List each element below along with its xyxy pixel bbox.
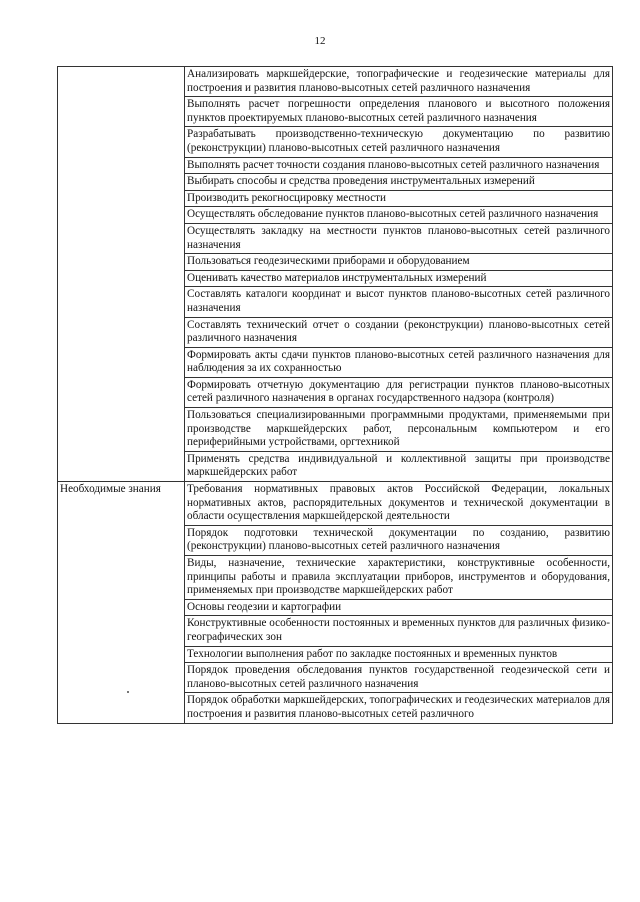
table-row xyxy=(58,67,613,97)
requirement-text: Формировать акты сдачи пунктов планово-высотных сетей различного назначения для наблюдения за их сохранностью xyxy=(185,347,613,377)
table-row xyxy=(58,157,613,174)
table-row xyxy=(58,223,613,253)
section-label-cell xyxy=(58,556,185,600)
table-body xyxy=(58,67,613,724)
section-label-cell xyxy=(58,599,185,616)
requirement-text: Формировать отчетную документацию для регистрации пунктов планово-высотных сетей различного назначения в органах государственного надзора (контроля) xyxy=(185,377,613,407)
section-label-cell: Необходимые знания xyxy=(58,482,185,526)
table-row xyxy=(58,207,613,224)
table-row xyxy=(58,190,613,207)
section-label-cell xyxy=(58,174,185,191)
requirement-text: Составлять технический отчет о создании (реконструкции) планово-высотных сетей различного назначения xyxy=(185,317,613,347)
requirement-text: Пользоваться геодезическими приборами и оборудованием xyxy=(185,254,613,271)
table-row xyxy=(58,287,613,317)
requirement-text: Технологии выполнения работ по закладке постоянных и временных пунктов xyxy=(185,646,613,663)
requirement-text: Конструктивные особенности постоянных и временных пунктов для различных физико-географических зон xyxy=(185,616,613,646)
section-label-cell xyxy=(58,377,185,407)
requirement-text: Составлять каталоги координат и высот пунктов планово-высотных сетей различного назначения xyxy=(185,287,613,317)
section-label-cell xyxy=(58,525,185,555)
requirement-text: Порядок проведения обследования пунктов государственной геодезической сети и планово-высотных сетей различного назначения xyxy=(185,663,613,693)
page-number: 12 xyxy=(314,35,326,47)
table-row xyxy=(58,693,613,723)
requirement-text: Оценивать качество материалов инструментальных измерений xyxy=(185,270,613,287)
section-label-cell xyxy=(58,97,185,127)
section-label-cell xyxy=(58,616,185,646)
requirement-text: Разрабатывать производственно-техническую документацию по развитию (реконструкции) планово-высотных сетей различного назначения xyxy=(185,127,613,157)
requirement-text: Осуществлять обследование пунктов планово-высотных сетей различного назначения xyxy=(185,207,613,224)
table-row xyxy=(58,254,613,271)
section-label-cell xyxy=(58,223,185,253)
section-label-cell xyxy=(58,157,185,174)
scan-artifact xyxy=(127,691,129,693)
section-label-cell xyxy=(58,270,185,287)
section-label-cell xyxy=(58,127,185,157)
table-row xyxy=(58,599,613,616)
requirement-text: Производить рекогносцировку местности xyxy=(185,190,613,207)
requirement-text: Выполнять расчет погрешности определения планового и высотного положения пунктов проектируемых планово-высотных сетей различного назначения xyxy=(185,97,613,127)
table-row xyxy=(58,377,613,407)
table-row xyxy=(58,663,613,693)
table-row xyxy=(58,482,613,526)
table-row xyxy=(58,270,613,287)
section-label-cell xyxy=(58,317,185,347)
table-row xyxy=(58,616,613,646)
requirement-text: Основы геодезии и картографии xyxy=(185,599,613,616)
section-label-cell xyxy=(58,693,185,723)
table-row xyxy=(58,451,613,481)
section-label-cell xyxy=(58,663,185,693)
table-row xyxy=(58,525,613,555)
requirement-text: Пользоваться специализированными программными продуктами, применяемыми при производстве маркшейдерских работ, персональным компьютером и его периферийными устройствами, оргтехникой xyxy=(185,408,613,452)
requirement-text: Требования нормативных правовых актов Российской Федерации, локальных нормативных актов, распорядительных документов и технической документации в области осуществления маркшейдерской деятельности xyxy=(185,482,613,526)
requirement-text: Выбирать способы и средства проведения инструментальных измерений xyxy=(185,174,613,191)
requirement-text: Виды, назначение, технические характеристики, конструктивные особенности, принципы работы и правила эксплуатации приборов, инструментов и оборудования, применяемых при производстве маркшейдерских работ xyxy=(185,556,613,600)
section-label-cell xyxy=(58,408,185,452)
section-label-cell xyxy=(58,190,185,207)
table-row xyxy=(58,317,613,347)
requirement-text: Применять средства индивидуальной и коллективной защиты при производстве маркшейдерских работ xyxy=(185,451,613,481)
table-row xyxy=(58,556,613,600)
requirement-text: Осуществлять закладку на местности пунктов планово-высотных сетей различного назначения xyxy=(185,223,613,253)
section-label-cell xyxy=(58,287,185,317)
requirement-text: Порядок обработки маркшейдерских, топографических и геодезических материалов для построения и развития планово-высотных сетей различного xyxy=(185,693,613,723)
table-row xyxy=(58,347,613,377)
requirement-text: Выполнять расчет точности создания планово-высотных сетей различного назначения xyxy=(185,157,613,174)
requirements-table xyxy=(57,66,613,724)
section-label-cell xyxy=(58,207,185,224)
requirement-text: Анализировать маркшейдерские, топографические и геодезические материалы для построения и развития планово-высотных сетей различного назначения xyxy=(185,67,613,97)
section-label-cell xyxy=(58,67,185,97)
table-row xyxy=(58,97,613,127)
section-label-cell xyxy=(58,254,185,271)
table-row xyxy=(58,408,613,452)
section-label-cell xyxy=(58,347,185,377)
requirement-text: Порядок подготовки технической документации по созданию, развитию (реконструкции) планово-высотных сетей различного назначения xyxy=(185,525,613,555)
table-row xyxy=(58,646,613,663)
table-row xyxy=(58,127,613,157)
table-row xyxy=(58,174,613,191)
section-label-cell xyxy=(58,451,185,481)
section-label-cell xyxy=(58,646,185,663)
